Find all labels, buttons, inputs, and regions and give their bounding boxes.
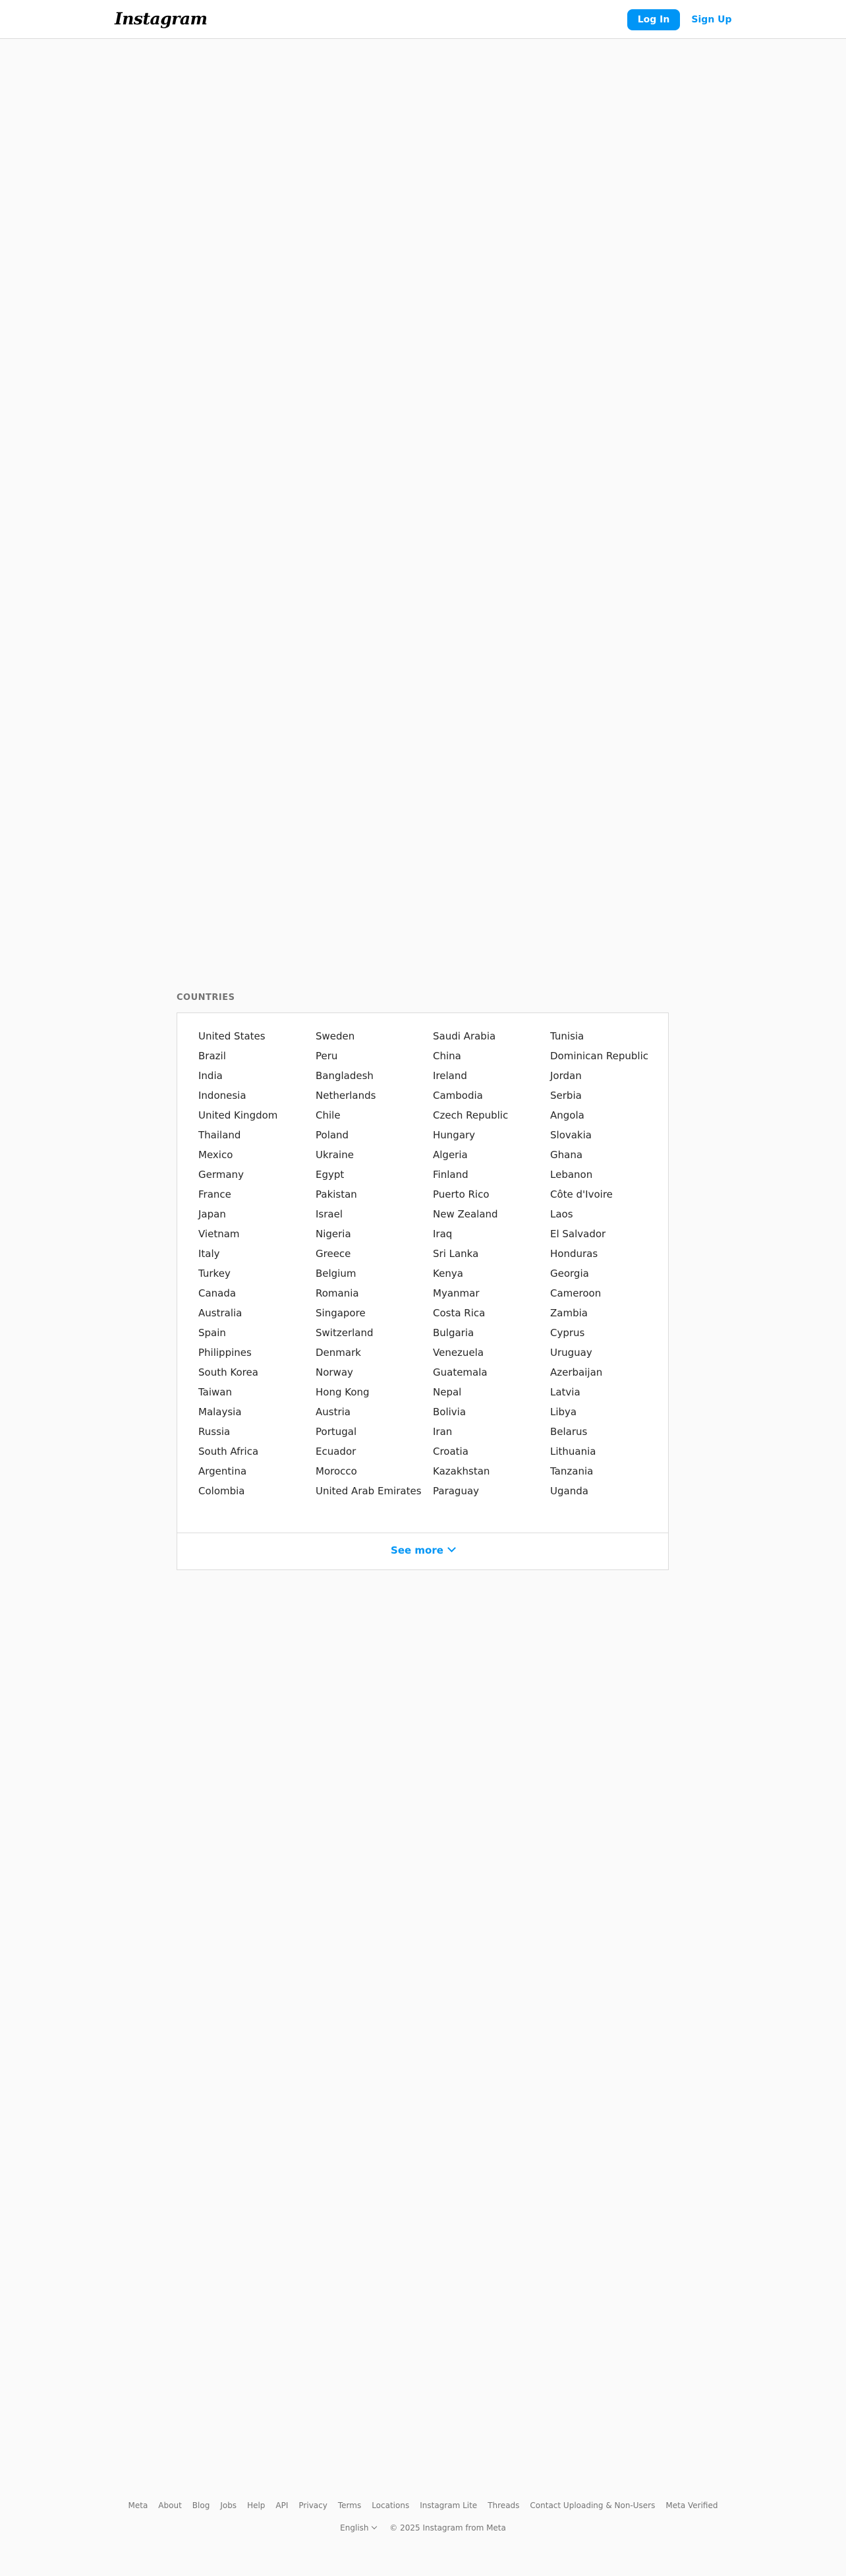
country-link[interactable]: China xyxy=(433,1050,461,1062)
country-link[interactable]: Spain xyxy=(198,1327,226,1339)
login-button[interactable]: Log In xyxy=(627,9,680,30)
country-link[interactable]: Iran xyxy=(433,1426,453,1438)
country-link[interactable]: Belarus xyxy=(550,1426,588,1438)
footer-link[interactable]: Terms xyxy=(337,2501,362,2510)
copyright-text: © 2025 Instagram from Meta xyxy=(389,2523,506,2532)
country-link[interactable]: South Africa xyxy=(198,1446,259,1457)
country-link[interactable]: Iraq xyxy=(433,1228,453,1240)
country-link[interactable]: Puerto Rico xyxy=(433,1188,490,1200)
country-link[interactable]: Saudi Arabia xyxy=(433,1030,496,1042)
footer-links xyxy=(0,2501,846,2510)
country-link[interactable]: Uruguay xyxy=(550,1347,592,1359)
country-link[interactable]: Kenya xyxy=(433,1268,463,1279)
country-link[interactable]: Russia xyxy=(198,1426,231,1438)
country-link[interactable]: Bulgaria xyxy=(433,1327,474,1339)
country-link[interactable]: Indonesia xyxy=(198,1090,246,1101)
footer-link[interactable]: API xyxy=(275,2501,289,2510)
country-link[interactable]: Zambia xyxy=(550,1307,588,1319)
country-link[interactable]: Cameroon xyxy=(550,1287,602,1299)
country-link[interactable]: Sri Lanka xyxy=(433,1248,479,1260)
country-link[interactable]: Jordan xyxy=(550,1070,582,1082)
chevron-down-icon xyxy=(372,2524,377,2529)
country-link[interactable]: Philippines xyxy=(198,1347,252,1359)
country-link[interactable]: Ireland xyxy=(433,1070,467,1082)
country-link[interactable]: Kazakhstan xyxy=(433,1465,490,1477)
country-link[interactable]: Romania xyxy=(316,1287,359,1299)
country-link[interactable]: Costa Rica xyxy=(433,1307,486,1319)
country-link[interactable]: Cambodia xyxy=(433,1090,483,1101)
country-link[interactable]: Guatemala xyxy=(433,1366,488,1378)
country-link[interactable]: Angola xyxy=(550,1109,584,1121)
countries-heading: COUNTRIES xyxy=(177,993,235,1003)
see-more-row xyxy=(177,1533,668,1569)
country-link[interactable]: Singapore xyxy=(316,1307,366,1319)
country-link[interactable]: Israel xyxy=(316,1208,343,1220)
country-link[interactable]: Nepal xyxy=(433,1386,462,1398)
country-link[interactable]: Lebanon xyxy=(550,1169,593,1181)
footer-link[interactable]: Blog xyxy=(192,2501,210,2510)
see-more-label: See more xyxy=(391,1544,443,1556)
country-link[interactable]: Bolivia xyxy=(433,1406,466,1418)
language-selector[interactable] xyxy=(340,2523,376,2532)
country-link[interactable]: Italy xyxy=(198,1248,220,1260)
country-link[interactable]: Brazil xyxy=(198,1050,226,1062)
country-link[interactable]: Bangladesh xyxy=(316,1070,374,1082)
footer-link[interactable]: Meta xyxy=(128,2501,148,2510)
country-link[interactable]: Egypt xyxy=(316,1169,345,1181)
country-link[interactable]: Ecuador xyxy=(316,1446,356,1457)
footer-link[interactable]: Help xyxy=(247,2501,266,2510)
country-link[interactable]: Australia xyxy=(198,1307,242,1319)
country-link[interactable]: United Kingdom xyxy=(198,1109,278,1121)
country-link[interactable]: United Arab Emirates xyxy=(316,1485,422,1497)
country-link[interactable]: Lithuania xyxy=(550,1446,596,1457)
country-link[interactable]: Laos xyxy=(550,1208,573,1220)
country-link[interactable]: Taiwan xyxy=(198,1386,233,1398)
country-link[interactable]: Uganda xyxy=(550,1485,588,1497)
country-link[interactable]: Nigeria xyxy=(316,1228,351,1240)
country-link[interactable]: Netherlands xyxy=(316,1090,376,1101)
countries-column-2 xyxy=(316,1030,424,1505)
country-link[interactable]: Pakistan xyxy=(316,1188,357,1200)
country-link[interactable]: Turkey xyxy=(198,1268,231,1279)
country-link[interactable]: Myanmar xyxy=(433,1287,480,1299)
countries-panel xyxy=(177,1012,669,1570)
country-link[interactable]: New Zealand xyxy=(433,1208,498,1220)
footer-link[interactable]: About xyxy=(158,2501,182,2510)
country-link[interactable]: Azerbaijan xyxy=(550,1366,603,1378)
country-link[interactable]: Malaysia xyxy=(198,1406,242,1418)
country-link[interactable]: Venezuela xyxy=(433,1347,484,1359)
country-link[interactable]: Vietnam xyxy=(198,1228,240,1240)
top-nav-bar xyxy=(0,0,846,39)
country-link[interactable]: Hong Kong xyxy=(316,1386,370,1398)
footer-link[interactable]: Meta Verified xyxy=(665,2501,718,2510)
country-link[interactable]: South Korea xyxy=(198,1366,258,1378)
country-link[interactable]: Belgium xyxy=(316,1268,356,1279)
country-link[interactable]: Greece xyxy=(316,1248,351,1260)
footer-link[interactable]: Threads xyxy=(488,2501,520,2510)
country-link[interactable]: Sweden xyxy=(316,1030,355,1042)
country-link[interactable]: El Salvador xyxy=(550,1228,606,1240)
country-link[interactable]: Cyprus xyxy=(550,1327,585,1339)
country-link[interactable]: Latvia xyxy=(550,1386,580,1398)
country-link[interactable]: Hungary xyxy=(433,1129,476,1141)
country-link[interactable]: Colombia xyxy=(198,1485,245,1497)
country-link[interactable]: Japan xyxy=(198,1208,226,1220)
country-link[interactable]: Switzerland xyxy=(316,1327,374,1339)
countries-column-4 xyxy=(550,1030,659,1505)
footer-bottom xyxy=(0,2523,846,2532)
country-link[interactable]: Poland xyxy=(316,1129,349,1141)
country-link[interactable]: Ukraine xyxy=(316,1149,354,1161)
country-link[interactable]: Mexico xyxy=(198,1149,233,1161)
country-link[interactable]: France xyxy=(198,1188,231,1200)
country-link[interactable]: Germany xyxy=(198,1169,244,1181)
footer-link[interactable]: Instagram Lite xyxy=(420,2501,478,2510)
signup-link[interactable]: Sign Up xyxy=(691,15,732,25)
see-more-button[interactable] xyxy=(391,1544,455,1557)
instagram-logo[interactable]: Instagram xyxy=(115,9,208,28)
country-link[interactable]: Honduras xyxy=(550,1248,598,1260)
country-link[interactable]: Tunisia xyxy=(550,1030,584,1042)
footer-link[interactable]: Jobs xyxy=(220,2501,237,2510)
country-link[interactable]: Côte d'Ivoire xyxy=(550,1188,613,1200)
country-link[interactable]: Czech Republic xyxy=(433,1109,509,1121)
country-link[interactable]: Algeria xyxy=(433,1149,468,1161)
country-link[interactable]: Croatia xyxy=(433,1446,468,1457)
country-link[interactable]: Norway xyxy=(316,1366,353,1378)
footer-link[interactable]: Locations xyxy=(372,2501,410,2510)
country-link[interactable]: Chile xyxy=(316,1109,341,1121)
footer-link[interactable]: Privacy xyxy=(298,2501,327,2510)
country-link[interactable]: Portugal xyxy=(316,1426,357,1438)
country-link[interactable]: Tanzania xyxy=(550,1465,594,1477)
country-link[interactable]: Argentina xyxy=(198,1465,247,1477)
country-link[interactable]: Serbia xyxy=(550,1090,582,1101)
countries-column-3 xyxy=(433,1030,542,1505)
country-link[interactable]: India xyxy=(198,1070,223,1082)
country-link[interactable]: Georgia xyxy=(550,1268,589,1279)
country-link[interactable]: Denmark xyxy=(316,1347,361,1359)
country-link[interactable]: United States xyxy=(198,1030,266,1042)
country-link[interactable]: Finland xyxy=(433,1169,468,1181)
countries-column-1 xyxy=(198,1030,307,1505)
country-link[interactable]: Libya xyxy=(550,1406,577,1418)
country-link[interactable]: Morocco xyxy=(316,1465,357,1477)
country-link[interactable]: Austria xyxy=(316,1406,351,1418)
chevron-down-icon xyxy=(447,1544,456,1552)
country-link[interactable]: Paraguay xyxy=(433,1485,480,1497)
country-link[interactable]: Dominican Republic xyxy=(550,1050,649,1062)
country-link[interactable]: Ghana xyxy=(550,1149,583,1161)
language-label: English xyxy=(340,2523,369,2532)
country-link[interactable]: Canada xyxy=(198,1287,237,1299)
country-link[interactable]: Thailand xyxy=(198,1129,241,1141)
footer-link[interactable]: Contact Uploading & Non-Users xyxy=(530,2501,656,2510)
country-link[interactable]: Peru xyxy=(316,1050,338,1062)
country-link[interactable]: Slovakia xyxy=(550,1129,592,1141)
